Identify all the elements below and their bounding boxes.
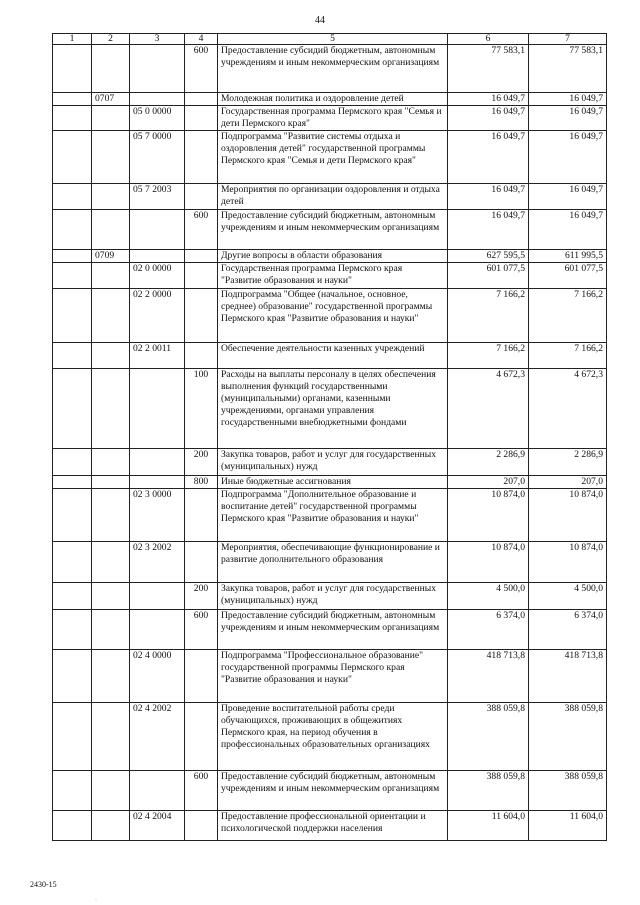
- cell-description: Закупка товаров, работ и услуг для государственных (муниципальных) нужд: [218, 583, 448, 610]
- cell-expense-type: [185, 106, 218, 131]
- table-row: [53, 45, 607, 93]
- table-row: [53, 771, 607, 811]
- cell-description: Подпрограмма "Дополнительное образование и воспитание детей" государственной программы Пермского края "Развитие образования и науки": [218, 489, 448, 542]
- table-row: [53, 289, 607, 343]
- cell-amount-2016: 207,0: [448, 476, 529, 489]
- header-row: [53, 34, 607, 45]
- cell-amount-2016: 7 166,2: [448, 343, 529, 369]
- cell-amount-2016: 6 374,0: [448, 610, 529, 650]
- cell-section: [92, 289, 130, 343]
- cell-amount-2016: 601 077,5: [448, 263, 529, 289]
- cell-ministry: [53, 542, 92, 583]
- cell-section: [92, 369, 130, 449]
- column-header: 6: [448, 34, 529, 45]
- cell-amount-2016: 10 874,0: [448, 489, 529, 542]
- cell-target-code: [130, 449, 185, 476]
- cell-section: [92, 811, 130, 841]
- cell-description: Предоставление профессиональной ориентации и психологической поддержки населения: [218, 811, 448, 841]
- cell-amount-2017: 207,0: [529, 476, 607, 489]
- cell-amount-2017: 388 059,8: [529, 703, 607, 771]
- cell-expense-type: [185, 343, 218, 369]
- table-row: [53, 131, 607, 184]
- cell-amount-2016: 16 049,7: [448, 106, 529, 131]
- cell-amount-2017: 10 874,0: [529, 542, 607, 583]
- cell-target-code: 02 3 0000: [130, 489, 185, 542]
- scan-mark: ·: [95, 897, 97, 903]
- cell-amount-2016: 627 595,5: [448, 250, 529, 263]
- cell-expense-type: [185, 703, 218, 771]
- cell-target-code: 05 7 0000: [130, 131, 185, 184]
- cell-section: [92, 210, 130, 250]
- cell-expense-type: 600: [185, 45, 218, 93]
- cell-description: Государственная программа Пермского края "Развитие образования и науки": [218, 263, 448, 289]
- cell-amount-2016: 77 583,1: [448, 45, 529, 93]
- cell-description: Проведение воспитательной работы среди обучающихся, проживающих в общежитиях Пермского края, на период обучения в профессиональных образовательных организациях: [218, 703, 448, 771]
- cell-amount-2017: 10 874,0: [529, 489, 607, 542]
- cell-target-code: [130, 250, 185, 263]
- cell-amount-2016: 16 049,7: [448, 131, 529, 184]
- cell-expense-type: [185, 811, 218, 841]
- cell-description: Государственная программа Пермского края "Семья и дети Пермского края": [218, 106, 448, 131]
- table-row: [53, 93, 607, 106]
- cell-expense-type: 600: [185, 610, 218, 650]
- cell-section: [92, 703, 130, 771]
- cell-target-code: 02 0 0000: [130, 263, 185, 289]
- cell-target-code: [130, 476, 185, 489]
- cell-target-code: 05 0 0000: [130, 106, 185, 131]
- cell-ministry: [53, 476, 92, 489]
- table-row: [53, 184, 607, 210]
- column-header: 7: [529, 34, 607, 45]
- cell-amount-2016: 4 500,0: [448, 583, 529, 610]
- cell-ministry: [53, 289, 92, 343]
- cell-expense-type: [185, 289, 218, 343]
- cell-expense-type: 800: [185, 476, 218, 489]
- cell-description: Предоставление субсидий бюджетным, автономным учреждениям и иным некоммерческим организациям: [218, 771, 448, 811]
- cell-amount-2017: 6 374,0: [529, 610, 607, 650]
- cell-amount-2016: 16 049,7: [448, 210, 529, 250]
- cell-expense-type: [185, 250, 218, 263]
- cell-amount-2016: 16 049,7: [448, 93, 529, 106]
- cell-description: Предоставление субсидий бюджетным, автономным учреждениям и иным некоммерческим организациям: [218, 610, 448, 650]
- cell-target-code: 05 7 2003: [130, 184, 185, 210]
- column-header: 4: [185, 34, 218, 45]
- cell-amount-2017: 7 166,2: [529, 289, 607, 343]
- cell-section: [92, 650, 130, 703]
- cell-amount-2016: 7 166,2: [448, 289, 529, 343]
- table-row: [53, 703, 607, 771]
- table-row: [53, 476, 607, 489]
- cell-expense-type: 100: [185, 369, 218, 449]
- table-body: [53, 45, 607, 841]
- cell-amount-2016: 388 059,8: [448, 771, 529, 811]
- cell-amount-2017: 16 049,7: [529, 131, 607, 184]
- column-header: 5: [218, 34, 448, 45]
- cell-expense-type: [185, 489, 218, 542]
- cell-amount-2017: 16 049,7: [529, 210, 607, 250]
- table-row: [53, 369, 607, 449]
- cell-expense-type: 600: [185, 771, 218, 811]
- column-header: 1: [53, 34, 92, 45]
- cell-description: Предоставление субсидий бюджетным, автономным учреждениям и иным некоммерческим организациям: [218, 210, 448, 250]
- cell-expense-type: [185, 542, 218, 583]
- cell-expense-type: [185, 263, 218, 289]
- cell-target-code: [130, 583, 185, 610]
- cell-ministry: [53, 703, 92, 771]
- cell-section: [92, 131, 130, 184]
- cell-description: Обеспечение деятельности казенных учреждений: [218, 343, 448, 369]
- cell-description: Подпрограмма "Развитие системы отдыха и оздоровления детей" государственной программы Пермского края "Семья и дети Пермского края": [218, 131, 448, 184]
- cell-expense-type: 200: [185, 583, 218, 610]
- cell-target-code: 02 4 2004: [130, 811, 185, 841]
- cell-description: Мероприятия по организации оздоровления и отдыха детей: [218, 184, 448, 210]
- table-row: [53, 489, 607, 542]
- cell-amount-2016: 10 874,0: [448, 542, 529, 583]
- cell-amount-2016: 388 059,8: [448, 703, 529, 771]
- cell-target-code: 02 2 0000: [130, 289, 185, 343]
- cell-amount-2017: 601 077,5: [529, 263, 607, 289]
- table-row: [53, 650, 607, 703]
- cell-description: Другие вопросы в области образования: [218, 250, 448, 263]
- cell-amount-2016: 418 713,8: [448, 650, 529, 703]
- cell-expense-type: [185, 93, 218, 106]
- cell-section: 0707: [92, 93, 130, 106]
- cell-ministry: [53, 106, 92, 131]
- cell-ministry: [53, 93, 92, 106]
- cell-expense-type: [185, 650, 218, 703]
- cell-target-code: [130, 771, 185, 811]
- cell-target-code: 02 3 2002: [130, 542, 185, 583]
- cell-section: [92, 184, 130, 210]
- cell-ministry: [53, 184, 92, 210]
- cell-expense-type: [185, 131, 218, 184]
- cell-ministry: [53, 650, 92, 703]
- cell-section: [92, 610, 130, 650]
- cell-section: [92, 542, 130, 583]
- cell-expense-type: [185, 184, 218, 210]
- cell-section: [92, 489, 130, 542]
- table-row: [53, 106, 607, 131]
- cell-section: [92, 45, 130, 93]
- cell-section: [92, 583, 130, 610]
- cell-amount-2017: 16 049,7: [529, 106, 607, 131]
- table-row: [53, 250, 607, 263]
- cell-amount-2016: 2 286,9: [448, 449, 529, 476]
- cell-amount-2017: 2 286,9: [529, 449, 607, 476]
- cell-amount-2017: 77 583,1: [529, 45, 607, 93]
- cell-ministry: [53, 343, 92, 369]
- cell-ministry: [53, 811, 92, 841]
- cell-section: [92, 106, 130, 131]
- cell-ministry: [53, 610, 92, 650]
- cell-target-code: [130, 210, 185, 250]
- cell-description: Закупка товаров, работ и услуг для государственных (муниципальных) нужд: [218, 449, 448, 476]
- cell-description: Молодежная политика и оздоровление детей: [218, 93, 448, 106]
- cell-amount-2017: 16 049,7: [529, 184, 607, 210]
- table-row: [53, 583, 607, 610]
- cell-target-code: [130, 610, 185, 650]
- cell-target-code: 02 2 0011: [130, 343, 185, 369]
- cell-description: Подпрограмма "Общее (начальное, основное, среднее) образование" государственной программы Пермского края "Развитие образования и науки": [218, 289, 448, 343]
- document-code: 2430-15: [30, 880, 57, 889]
- cell-ministry: [53, 263, 92, 289]
- cell-amount-2017: 11 604,0: [529, 811, 607, 841]
- column-header: 3: [130, 34, 185, 45]
- cell-amount-2017: 4 672,3: [529, 369, 607, 449]
- cell-description: Предоставление субсидий бюджетным, автономным учреждениям и иным некоммерческим организациям: [218, 45, 448, 93]
- cell-amount-2017: 7 166,2: [529, 343, 607, 369]
- cell-ministry: [53, 250, 92, 263]
- cell-ministry: [53, 771, 92, 811]
- cell-amount-2017: 4 500,0: [529, 583, 607, 610]
- cell-section: [92, 476, 130, 489]
- cell-section: [92, 263, 130, 289]
- table-row: [53, 343, 607, 369]
- cell-amount-2017: 16 049,7: [529, 93, 607, 106]
- cell-expense-type: 200: [185, 449, 218, 476]
- cell-amount-2016: 16 049,7: [448, 184, 529, 210]
- cell-amount-2017: 418 713,8: [529, 650, 607, 703]
- cell-expense-type: 600: [185, 210, 218, 250]
- cell-ministry: [53, 210, 92, 250]
- cell-section: [92, 771, 130, 811]
- cell-ministry: [53, 449, 92, 476]
- cell-description: Иные бюджетные ассигнования: [218, 476, 448, 489]
- cell-amount-2017: 388 059,8: [529, 771, 607, 811]
- table-row: [53, 449, 607, 476]
- table-row: [53, 263, 607, 289]
- table-row: [53, 811, 607, 841]
- cell-ministry: [53, 583, 92, 610]
- cell-section: [92, 343, 130, 369]
- cell-amount-2016: 4 672,3: [448, 369, 529, 449]
- cell-section: [92, 449, 130, 476]
- cell-description: Расходы на выплаты персоналу в целях обеспечения выполнения функций государственными (муниципальными) органами, казенными учреждениями, органами управления государственными внебюджетными фондами: [218, 369, 448, 449]
- cell-target-code: 02 4 2002: [130, 703, 185, 771]
- cell-amount-2016: 11 604,0: [448, 811, 529, 841]
- cell-ministry: [53, 489, 92, 542]
- cell-target-code: [130, 369, 185, 449]
- cell-target-code: 02 4 0000: [130, 650, 185, 703]
- table-row: [53, 542, 607, 583]
- table-row: [53, 210, 607, 250]
- cell-ministry: [53, 131, 92, 184]
- cell-description: Мероприятия, обеспечивающие функционирование и развитие дополнительного образования: [218, 542, 448, 583]
- cell-target-code: [130, 93, 185, 106]
- cell-ministry: [53, 369, 92, 449]
- table-row: [53, 610, 607, 650]
- budget-table: [52, 33, 607, 841]
- cell-description: Подпрограмма "Профессиональное образование" государственной программы Пермского края "Развитие образования и науки": [218, 650, 448, 703]
- cell-ministry: [53, 45, 92, 93]
- cell-target-code: [130, 45, 185, 93]
- column-header: 2: [92, 34, 130, 45]
- page-number: 44: [315, 15, 325, 26]
- cell-section: 0709: [92, 250, 130, 263]
- cell-amount-2017: 611 995,5: [529, 250, 607, 263]
